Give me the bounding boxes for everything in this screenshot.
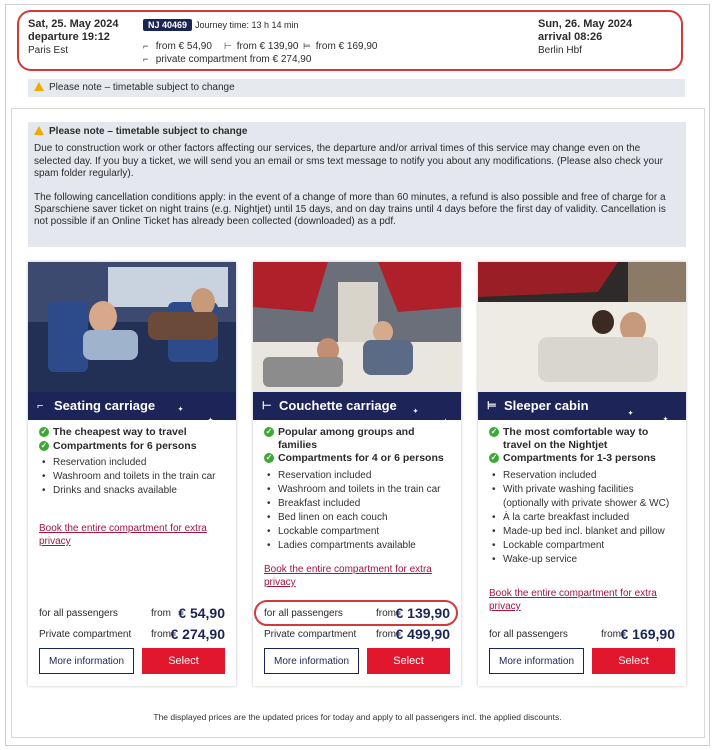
more-information-button[interactable]: More information [489,648,584,674]
departure-time: departure 19:12 [28,31,110,43]
journey-time: Journey time: 13 h 14 min [195,20,299,30]
book-compartment-link[interactable]: Book the entire compartment for extra privacy [264,564,432,588]
check-icon: ✓ [265,427,273,436]
price-all-passengers: for all passengers from € 54,90 [39,605,225,621]
departure-station: Paris Est [28,45,69,56]
couchette-photo [253,262,461,392]
price-seat: ⌐ from € 54,90 [143,41,212,52]
warning-icon [34,82,44,91]
offer-card-sleeper [478,262,686,686]
card-title: ⊨ Sleeper cabin ✦ ✦ [478,392,686,420]
card-title: ⊢ Couchette carriage ✦ ✦ [253,392,461,420]
price-private: ⌐ private compartment from € 274,90 [143,54,312,65]
seat-icon: ⌐ [37,400,44,412]
price-sleeper: ⊨ from € 169,90 [303,41,378,52]
train-number-badge: NJ 40469 [143,19,192,31]
notice-title: Please note – timetable subject to change [49,126,248,137]
price-all-passengers: for all passengers from € 139,90 [264,605,450,621]
price-private-compartment: Private compartment from € 274,90 [39,626,225,642]
more-information-button[interactable]: More information [39,648,134,674]
price-footnote: The displayed prices are the updated prices for today and apply to all passengers incl. the applied discounts. [153,712,562,722]
check-icon: ✓ [490,427,498,436]
price-private-compartment: Private compartment from € 499,90 [264,626,450,642]
seat-icon: ⌐ [143,54,149,64]
price-all-passengers: for all passengers from € 169,90 [489,626,675,642]
bed-icon: ⊨ [487,400,497,412]
feature-list: ✓ Popular among groups and families ✓ Compartments for 4 or 6 persons • Reservation included • Washroom and toilets in the train car • Breakfast included • Bed linen on each couch • Lockable compartment • Ladies compartments available [265,426,444,551]
card-title: ⌐ Seating carriage ✦ ✦ [28,392,236,420]
arrival-date: Sun, 26. May 2024 [538,18,633,30]
sleeper-photo [478,262,686,392]
seating-photo [28,262,236,392]
connection-summary[interactable] [17,10,683,71]
check-icon: ✓ [490,453,498,462]
notice-paragraph: Due to construction work or other factors affecting our services, the departure and/or arrival times of this service may change even on the selected day. If you buy a ticket, we will send you an email or sms text message to notify you about any modifications. (Please also check your spam folder regularly). [34,143,664,180]
check-icon: ✓ [40,427,48,436]
book-compartment-link[interactable]: Book the entire compartment for extra privacy [39,523,207,547]
price-couchette: ⊢ from € 139,90 [224,41,299,52]
departure-date: Sat, 25. May 2024 [28,18,119,30]
check-icon: ✓ [265,453,273,462]
notice-box [28,122,686,247]
couchette-icon: ⊢ [224,41,232,51]
more-information-button[interactable]: More information [264,648,359,674]
bed-icon: ⊨ [303,41,311,51]
select-button[interactable]: Select [592,648,675,674]
offer-card-seating [28,262,236,686]
warning-icon [34,126,44,135]
feature-list: ✓ The cheapest way to travel ✓ Compartments for 6 persons • Reservation included • Washroom and toilets in the train car • Drinks and snacks available [40,426,216,496]
notice-paragraph: The following cancellation conditions apply: in the event of a change of more than 60 minutes, a refund is also possible and free of charge for a Sparschiene saver ticket on night trains (e.g. Nightjet) until 15 days, and on day trains until 4 days before the first day of validity. Cancellation is not possible if an Online Ticket has already been collected (downloaded) as a pdf. [34,191,666,228]
seat-icon: ⌐ [143,41,149,51]
feature-list: ✓ The most comfortable way to travel on the Nightjet ✓ Compartments for 1-3 persons • Reservation included • With private washing facilities (optionally with private shower & WC) • À la carte breakfast included • Made-up bed incl. blanket and pillow • Lockable compartment • Wake-up service [490,426,670,565]
select-button[interactable]: Select [367,648,450,674]
price-highlight-annotation [254,600,458,626]
notice-bar: Please note – timetable subject to change [28,79,685,97]
arrival-station: Berlin Hbf [538,45,582,56]
arrival-time: arrival 08:26 [538,31,603,43]
check-icon: ✓ [40,440,48,450]
couchette-icon: ⊢ [262,400,272,412]
select-button[interactable]: Select [142,648,225,674]
book-compartment-link[interactable]: Book the entire compartment for extra privacy [489,588,657,612]
